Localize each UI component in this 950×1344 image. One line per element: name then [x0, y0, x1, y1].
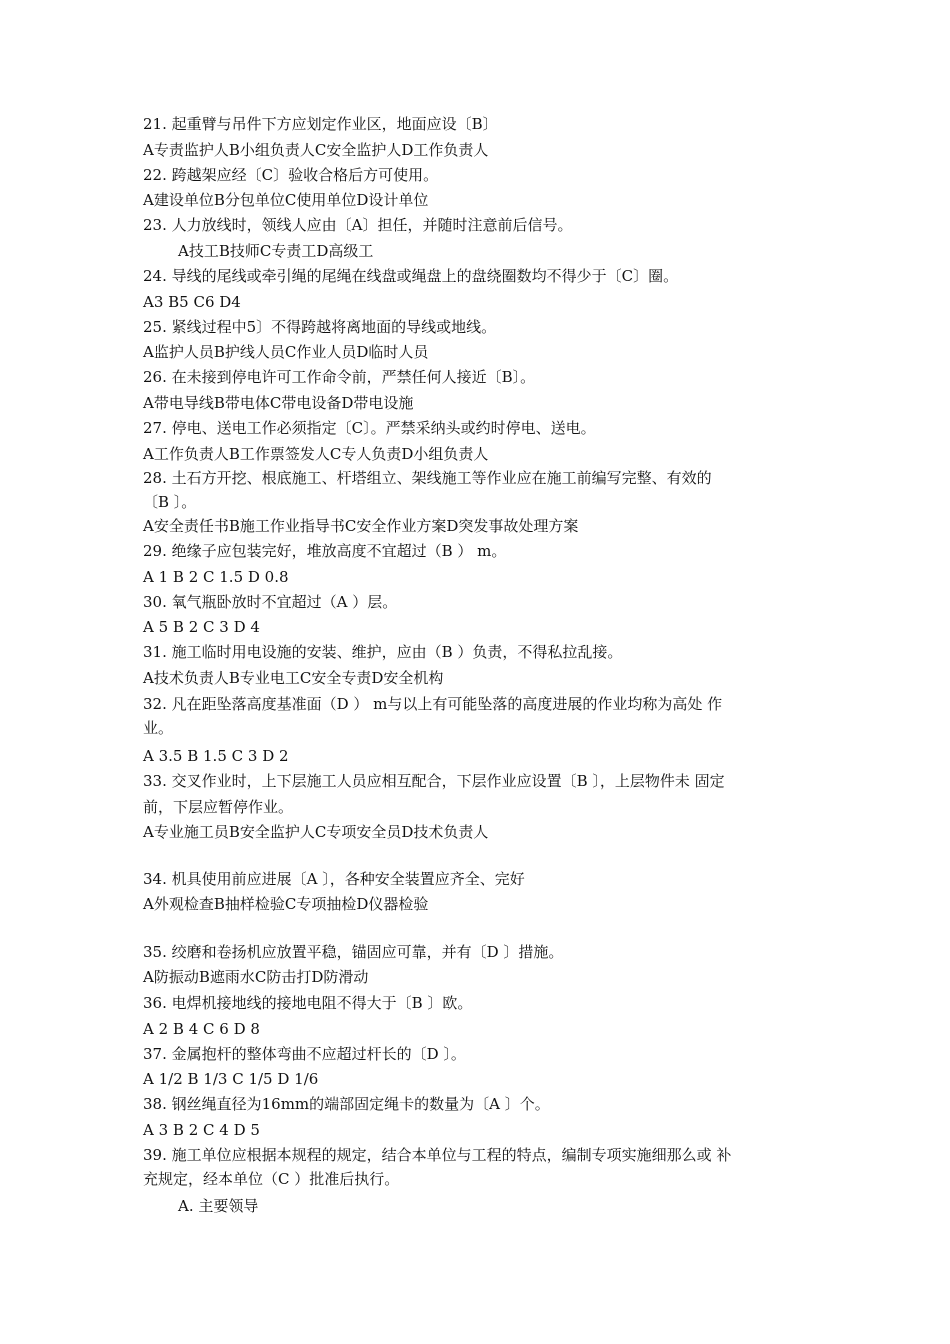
question-31: 31. 施工临时用电设施的安装、维护，应由（B ）负责，不得私拉乱接。: [143, 643, 623, 661]
question-32-cont: 业。: [143, 719, 174, 737]
question-35: 35. 绞磨和卷扬机应放置平稳，锚固应可靠，并有〔D 〕措施。: [143, 943, 564, 961]
question-29: 29. 绝缘子应包装完好，堆放高度不宜超过（B ） m。: [143, 542, 507, 560]
question-34: 34. 机具使用前应进展〔A 〕，各种安全装置应齐全、完好: [143, 870, 525, 888]
question-32: 32. 凡在距坠落高度基准面（D ） m与以上有可能坠落的高度进展的作业均称为高处 作: [143, 695, 723, 713]
question-37: 37. 金属抱杆的整体弯曲不应超过杆长的〔D 〕。: [143, 1045, 466, 1063]
question-23: 23. 人力放线时，领线人应由〔A〕担任，并随时注意前后信号。: [143, 216, 573, 234]
options-28: A安全责任书B施工作业指导书C安全作业方案D突发事故处理方案: [143, 517, 579, 535]
options-26: A带电导线B带电体C带电设备D带电设施: [143, 394, 414, 412]
options-25: A监护人员B护线人员C作业人员D临时人员: [143, 343, 429, 361]
question-33-cont: 前，下层应暂停作业。: [143, 798, 294, 816]
question-36: 36. 电焊机接地线的接地电阻不得大于〔B 〕欧。: [143, 994, 473, 1012]
question-28-cont: 〔B 〕。: [143, 493, 197, 511]
options-33: A专业施工员B安全监护人C专项安全员D技术负责人: [143, 823, 489, 841]
options-32: A 3.5 B 1.5 C 3 D 2: [143, 747, 289, 765]
options-36: A 2 B 4 C 6 D 8: [143, 1020, 260, 1038]
options-38: A 3 B 2 C 4 D 5: [143, 1121, 260, 1139]
question-39: 39. 施工单位应根据本规程的规定，结合本单位与工程的特点，编制专项实施细那么或 补: [143, 1146, 732, 1164]
options-31: A技术负责人B专业电工C安全专责D安全机构: [143, 669, 444, 687]
question-33: 33. 交叉作业时，上下层施工人员应相互配合，下层作业应设置〔B 〕，上层物件未 固定: [143, 772, 725, 790]
question-27: 27. 停电、送电工作必须指定〔C〕。严禁采纳头或约时停电、送电。: [143, 419, 596, 437]
options-21: A专责监护人B小组负责人C安全监护人D工作负责人: [143, 141, 489, 159]
question-28: 28. 土石方开挖、根底施工、杆塔组立、架线施工等作业应在施工前编写完整、有效的: [143, 469, 712, 487]
question-22: 22. 跨越架应经〔C〕验收合格后方可使用。: [143, 166, 439, 184]
options-27: A工作负责人B工作票签发人C专人负责D小组负责人: [143, 445, 489, 463]
options-34: A外观检查B抽样检验C专项抽检D仪器检验: [143, 895, 429, 913]
question-38: 38. 钢丝绳直径为16mm的端部固定绳卡的数量为〔A 〕个。: [143, 1095, 550, 1113]
question-24: 24. 导线的尾线或牵引绳的尾绳在线盘或绳盘上的盘绕圈数均不得少于〔C〕圈。: [143, 267, 679, 285]
question-30: 30. 氧气瓶卧放时不宜超过（A ）层。: [143, 593, 398, 611]
options-39-a: A. 主要领导: [178, 1197, 259, 1215]
options-29: A 1 B 2 C 1.5 D 0.8: [143, 568, 289, 586]
options-23: A技工B技师C专责工D高级工: [178, 242, 374, 260]
options-22: A建设单位B分包单位C使用单位D设计单位: [143, 191, 429, 209]
question-26: 26. 在未接到停电许可工作命令前，严禁任何人接近〔B〕。: [143, 368, 536, 386]
options-30: A 5 B 2 C 3 D 4: [143, 618, 260, 636]
options-37: A 1/2 B 1/3 C 1/5 D 1/6: [143, 1070, 319, 1088]
options-35: A防振动B遮雨水C防击打D防滑动: [143, 968, 369, 986]
options-24: A3 B5 C6 D4: [143, 293, 241, 311]
question-39-cont: 充规定，经本单位（C ）批准后执行。: [143, 1170, 400, 1188]
question-25: 25. 紧线过程中5〕不得跨越将离地面的导线或地线。: [143, 318, 497, 336]
question-21: 21. 起重臂与吊件下方应划定作业区，地面应设〔B〕: [143, 115, 498, 133]
